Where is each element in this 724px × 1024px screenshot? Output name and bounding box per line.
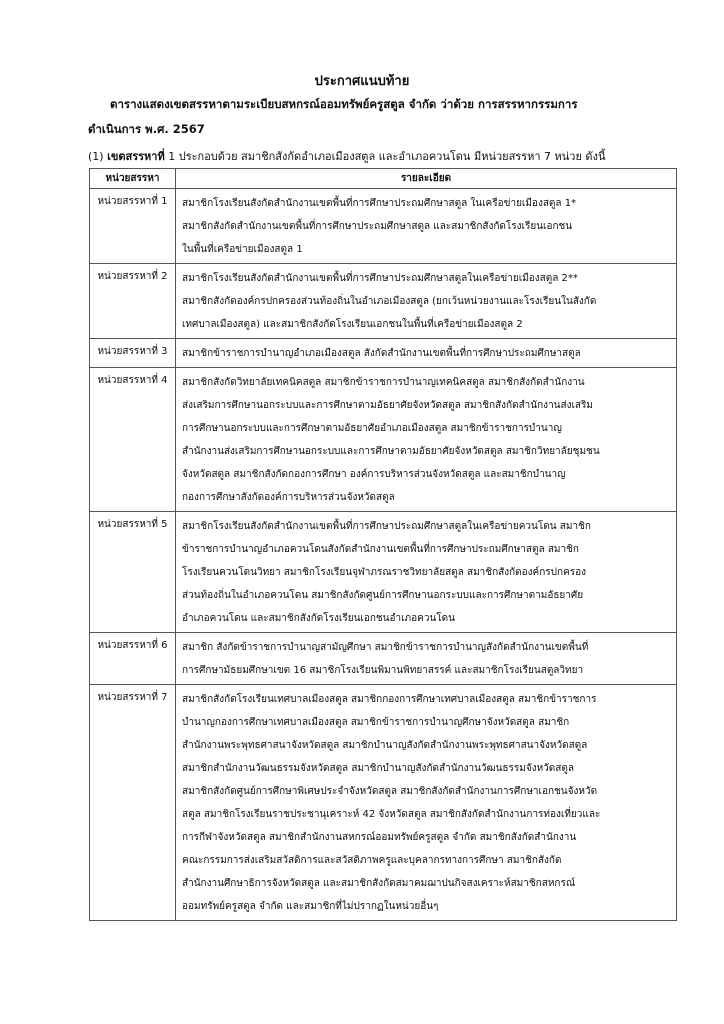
detail-line: สำนักงานพระพุทธศาสนาจังหวัดสตูล สมาชิกบำนาญสังกัดสำนักงานพระพุทธศาสนาจังหวัดสตูล bbox=[182, 740, 588, 751]
detail-line: การศึกษานอกระบบและการศึกษาตามอัธยาศัยอำเภอเมืองสตูล สมาชิกข้าราชการบำนาญ bbox=[182, 423, 562, 434]
unit-detail-cell bbox=[176, 633, 677, 685]
table-row bbox=[90, 685, 677, 921]
unit-name-cell: หน่วยสรรหาที่ 5 bbox=[90, 512, 176, 633]
detail-line: ข้าราชการบำนาญอำเภอควนโดนสังกัดสำนักงานเขตพื้นที่การศึกษาประถมศึกษาสตูล สมาชิก bbox=[182, 544, 579, 555]
zone-text: 1 ประกอบด้วย สมาชิกสังกัดอำเภอเมืองสตูล และอำเภอควนโดน มีหน่วยสรรหา 7 หน่วย ดังนี้ bbox=[168, 150, 606, 163]
table-row bbox=[90, 368, 677, 512]
detail-line: บำนาญกองการศึกษาเทศบาลเมืองสตูล สมาชิกข้าราชการบำนาญศึกษาจังหวัดสตูล สมาชิก bbox=[182, 717, 570, 728]
unit-name-cell: หน่วยสรรหาที่ 6 bbox=[90, 633, 176, 685]
header-unit: หน่วยสรรหา bbox=[90, 169, 176, 189]
detail-line: อำเภอควนโดน และสมาชิกสังกัดโรงเรียนเอกชนอำเภอควนโดน bbox=[182, 613, 455, 624]
detail-line: จังหวัดสตูล สมาชิกสังกัดกองการศึกษา องค์การบริหารส่วนจังหวัดสตูล และสมาชิกบำนาญ bbox=[182, 469, 566, 480]
detail-line: สมาชิกสังกัดศูนย์การศึกษาพิเศษประจำจังหวัดสตูล สมาชิกสังกัดสำนักงานการศึกษาเอกชนจังหวัด bbox=[182, 786, 598, 797]
unit-detail-cell bbox=[176, 189, 677, 264]
detail-line: สำนักงานส่งเสริมการศึกษานอกระบบและการศึกษาตามอัธยาศัยจังหวัดสตูล สมาชิกวิทยาลัยชุมชน bbox=[182, 446, 600, 457]
unit-name-cell: หน่วยสรรหาที่ 1 bbox=[90, 189, 176, 264]
unit-detail-cell bbox=[176, 264, 677, 339]
unit-name-cell: หน่วยสรรหาที่ 2 bbox=[90, 264, 176, 339]
unit-name-cell: หน่วยสรรหาที่ 3 bbox=[90, 339, 176, 368]
zone-label: เขตสรรหาที่ bbox=[107, 150, 165, 163]
detail-line: ส่วนท้องถิ่นในอำเภอควนโดน สมาชิกสังกัดศูนย์การศึกษานอกระบบและการศึกษาตามอัธยาศัย bbox=[182, 590, 584, 601]
recruitment-units-table bbox=[89, 168, 677, 921]
table-row bbox=[90, 264, 677, 339]
table-row bbox=[90, 633, 677, 685]
detail-line: สมาชิกโรงเรียนสังกัดสำนักงานเขตพื้นที่การศึกษาประถมศึกษาสตูลในเครือข่ายเมืองสตูล 2** bbox=[182, 273, 578, 284]
detail-line: สมาชิกสังกัดสำนักงานเขตพื้นที่การศึกษาประถมศึกษาสตูล และสมาชิกสังกัดโรงเรียนเอกชน bbox=[182, 221, 573, 232]
detail-line: สมาชิกสังกัดวิทยาลัยเทคนิคสตูล สมาชิกข้าราชการบำนาญเทคนิคสตูล สมาชิกสังกัดสำนักงาน bbox=[182, 377, 585, 388]
detail-line: ออมทรัพย์ครูสตูล จำกัด และสมาชิกที่ไม่ปรากฏในหน่วยอื่นๆ bbox=[182, 901, 439, 912]
detail-line: ในพื้นที่เครือข่ายเมืองสตูล 1 bbox=[182, 244, 303, 255]
detail-line: สมาชิกสังกัดโรงเรียนเทศบาลเมืองสตูล สมาชิกกองการศึกษาเทศบาลเมืองสตูล สมาชิกข้าราชการ bbox=[182, 694, 597, 705]
detail-line: การศึกษามัธยมศึกษาเขต 16 สมาชิกโรงเรียนพิมานพิทยาสรรค์ และสมาชิกโรงเรียนสตูลวิทยา bbox=[182, 665, 584, 676]
unit-detail-cell bbox=[176, 339, 677, 368]
detail-line: สตูล สมาชิกโรงเรียนราชประชานุเคราะห์ 42 จังหวัดสตูล สมาชิกสังกัดสำนักงานการท่องเที่ยวและ bbox=[182, 809, 601, 820]
unit-detail-cell bbox=[176, 512, 677, 633]
detail-line: การกีฬาจังหวัดสตูล สมาชิกสำนักงานสหกรณ์ออมทรัพย์ครูสตูล จำกัด สมาชิกสังกัดสำนักงาน bbox=[182, 832, 577, 843]
unit-detail-cell bbox=[176, 368, 677, 512]
detail-line: สมาชิกสังกัดองค์กรปกครองส่วนท้องถิ่นในอำเภอเมืองสตูล (ยกเว้นหน่วยงานและโรงเรียนในสังกัด bbox=[182, 296, 597, 307]
detail-line: สมาชิกโรงเรียนสังกัดสำนักงานเขตพื้นที่การศึกษาประถมศึกษาสตูล ในเครือข่ายเมืองสตูล 1* bbox=[182, 198, 577, 209]
detail-line: สำนักงานศึกษาธิการจังหวัดสตูล และสมาชิกสังกัดสมาคมฌาปนกิจสงเคราะห์สมาชิกสหกรณ์ bbox=[182, 878, 576, 889]
detail-line: โรงเรียนควนโดนวิทยา สมาชิกโรงเรียนจุฬาภรณราชวิทยาลัยสตูล สมาชิกสังกัดองค์กรปกครอง bbox=[182, 567, 587, 578]
detail-line: สมาชิกข้าราชการบำนาญอำเภอเมืองสตูล สังกัดสำนักงานเขตพื้นที่การศึกษาประถมศึกษาสตูล bbox=[182, 348, 581, 359]
detail-line: สมาชิก สังกัดข้าราชการบำนาญสามัญศึกษา สมาชิกข้าราชการบำนาญสังกัดสำนักงานเขตพื้นที่ bbox=[182, 642, 589, 653]
document-subtitle-line-1: ตารางแสดงเขตสรรหาตามระเบียบสหกรณ์ออมทรัพย์ครูสตูล จำกัด ว่าด้วย การสรรหากรรมการ bbox=[110, 97, 578, 111]
table-row bbox=[90, 339, 677, 368]
document-title: ประกาศแนบท้าย bbox=[314, 74, 410, 89]
detail-line: ส่งเสริมการศึกษานอกระบบและการศึกษาตามอัธยาศัยจังหวัดสตูล สมาชิกสังกัดสำนักงานส่งเสริม bbox=[182, 400, 593, 411]
detail-line: สมาชิกโรงเรียนสังกัดสำนักงานเขตพื้นที่การศึกษาประถมศึกษาสตูลในเครือข่ายควนโดน สมาชิก bbox=[182, 521, 591, 532]
detail-line: เทศบาลเมืองสตูล) และสมาชิกสังกัดโรงเรียนเอกชนในพื้นที่เครือข่ายเมืองสตูล 2 bbox=[182, 319, 523, 330]
document-subtitle-line-2: ดำเนินการ พ.ศ. 2567 bbox=[88, 122, 205, 136]
table-body bbox=[90, 189, 677, 921]
table-row bbox=[90, 189, 677, 264]
unit-detail-cell bbox=[176, 685, 677, 921]
unit-name-cell: หน่วยสรรหาที่ 4 bbox=[90, 368, 176, 512]
header-detail: รายละเอียด bbox=[176, 169, 677, 189]
table-row bbox=[90, 512, 677, 633]
detail-line: คณะกรรมการส่งเสริมสวัสดิการและสวัสดิภาพครูและบุคลากรทางการศึกษา สมาชิกสังกัด bbox=[182, 855, 562, 866]
zone-intro bbox=[88, 147, 605, 165]
detail-line: กองการศึกษาสังกัดองค์การบริหารส่วนจังหวัดสตูล bbox=[182, 492, 395, 503]
zone-number: (1) bbox=[88, 150, 104, 163]
detail-line: สมาชิกสำนักงานวัฒนธรรมจังหวัดสตูล สมาชิกบำนาญสังกัดสำนักงานวัฒนธรรมจังหวัดสตูล bbox=[182, 763, 575, 774]
table-header-row bbox=[90, 169, 677, 189]
unit-name-cell: หน่วยสรรหาที่ 7 bbox=[90, 685, 176, 921]
